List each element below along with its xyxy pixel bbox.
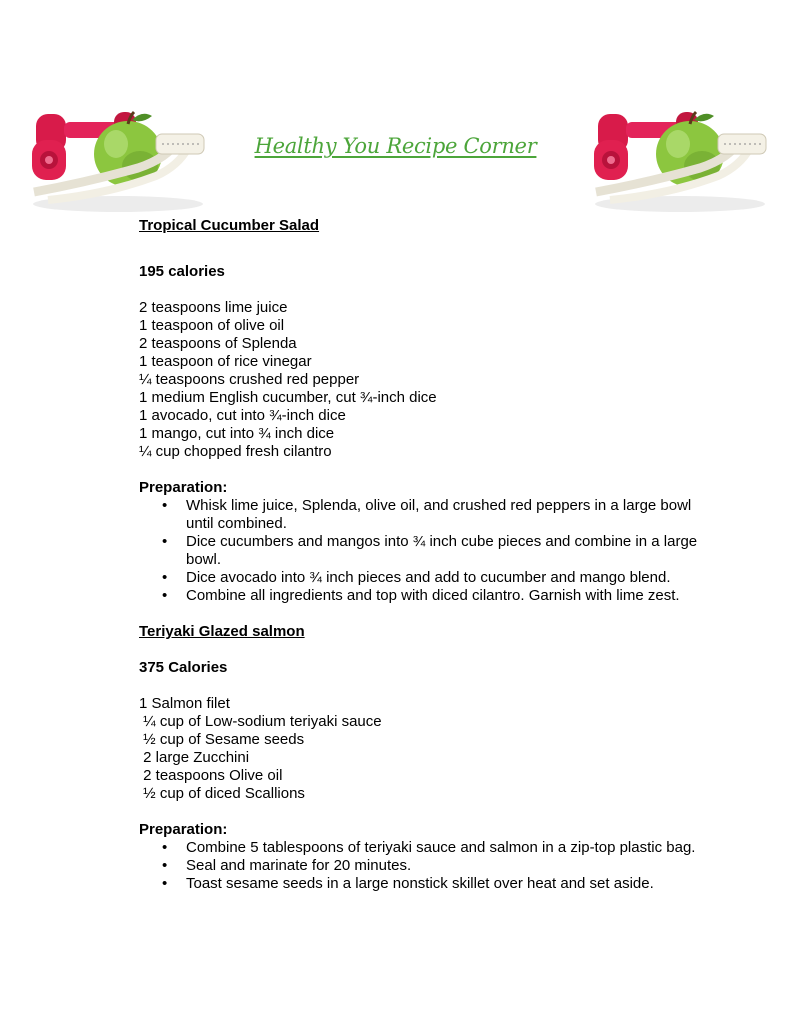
- preparation-steps: [139, 497, 719, 605]
- preparation-steps: [139, 839, 719, 893]
- preparation-label: Preparation:: [139, 479, 228, 496]
- preparation-step: • Toast sesame seeds in a large nonstick skillet over heat and set aside.: [186, 875, 719, 893]
- page-title: Healthy You Recipe Corner: [254, 134, 537, 158]
- ingredient-item: 2 large Zucchini: [139, 749, 250, 766]
- recipe-teriyaki-glazed-salmon: [139, 623, 719, 893]
- ingredient-item: ¼ teaspoons crushed red pepper: [139, 371, 360, 388]
- ingredient-item: 1 teaspoon of rice vinegar: [139, 353, 312, 370]
- recipe-calories: 195 calories: [139, 263, 225, 280]
- ingredient-item: 2 teaspoons of Splenda: [139, 335, 297, 352]
- ingredient-list: [139, 695, 719, 803]
- ingredient-item: 1 mango, cut into ¾ inch dice: [139, 425, 335, 442]
- ingredient-item: 1 teaspoon of olive oil: [139, 317, 285, 334]
- ingredient-list: [139, 299, 719, 461]
- preparation-step: • Whisk lime juice, Splenda, olive oil, and crushed red peppers in a large bowl until combined.: [186, 497, 719, 533]
- recipe-title: Teriyaki Glazed salmon: [139, 623, 305, 640]
- ingredient-item: 1 medium English cucumber, cut ¾-inch dice: [139, 389, 437, 406]
- ingredient-item: 2 teaspoons lime juice: [139, 299, 288, 316]
- ingredient-item: 1 avocado, cut into ¾-inch dice: [139, 407, 346, 424]
- ingredient-item: 1 Salmon filet: [139, 695, 230, 712]
- recipe-title: Tropical Cucumber Salad: [139, 217, 320, 234]
- preparation-step: • Dice cucumbers and mangos into ¾ inch cube pieces and combine in a large bowl.: [186, 533, 719, 569]
- preparation-label: Preparation:: [139, 821, 228, 838]
- recipe-content: [139, 217, 719, 893]
- preparation-step: • Dice avocado into ¾ inch pieces and add to cucumber and mango blend.: [186, 569, 719, 587]
- ingredient-item: ¼ cup of Low-sodium teriyaki sauce: [139, 713, 382, 730]
- recipe-tropical-cucumber-salad: [139, 217, 719, 605]
- ingredient-item: ¼ cup chopped fresh cilantro: [139, 443, 332, 460]
- ingredient-item: ½ cup of Sesame seeds: [139, 731, 305, 748]
- fitness-apple-dumbbell-image: [590, 96, 768, 214]
- preparation-step: • Combine all ingredients and top with diced cilantro. Garnish with lime zest.: [186, 587, 719, 605]
- preparation-step: • Combine 5 tablespoons of teriyaki sauce and salmon in a zip-top plastic bag.: [186, 839, 719, 857]
- ingredient-item: 2 teaspoons Olive oil: [139, 767, 283, 784]
- ingredient-item: ½ cup of diced Scallions: [139, 785, 305, 802]
- preparation-step: • Seal and marinate for 20 minutes.: [186, 857, 719, 875]
- recipe-calories: 375 Calories: [139, 659, 228, 676]
